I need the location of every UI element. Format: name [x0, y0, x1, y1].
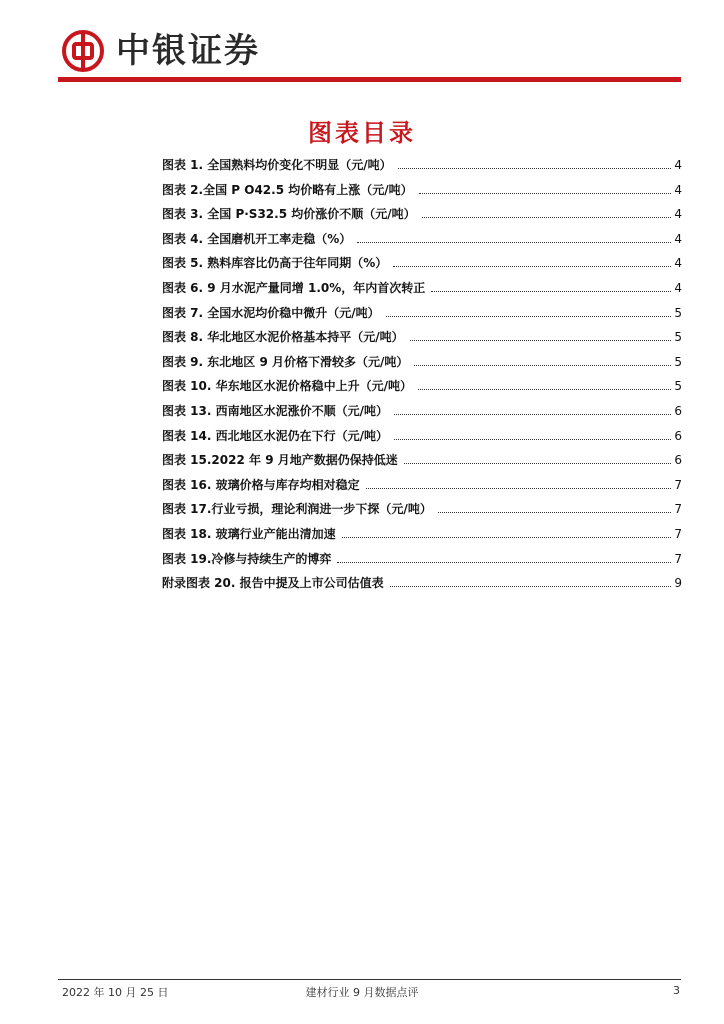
toc-leader-dots — [386, 316, 672, 317]
toc-leader-dots — [394, 439, 671, 440]
toc-entry[interactable] — [162, 525, 682, 550]
toc-entry-label[interactable]: 图表 5. 熟料库容比仍高于往年同期（%） — [162, 256, 388, 271]
toc-entry-label[interactable]: 图表 19.冷修与持续生产的博弈 — [162, 551, 332, 566]
toc-leader-dots — [357, 242, 671, 243]
toc-entry[interactable] — [162, 304, 682, 329]
toc-entry-label[interactable]: 附录图表 20. 报告中提及上市公司估值表 — [162, 576, 384, 591]
toc-leader-dots — [390, 586, 672, 587]
toc-entry-page[interactable]: 7 — [674, 526, 682, 541]
toc-leader-dots — [398, 168, 672, 169]
toc-entry[interactable] — [162, 156, 682, 181]
toc-entry-label[interactable]: 图表 10. 华东地区水泥价格稳中上升（元/吨） — [162, 379, 412, 394]
toc-entry[interactable] — [162, 550, 682, 575]
toc-leader-dots — [438, 512, 672, 513]
toc-entry[interactable] — [162, 205, 682, 230]
toc-entry-label[interactable]: 图表 14. 西北地区水泥仍在下行（元/吨） — [162, 428, 388, 443]
toc-entry-page[interactable]: 4 — [674, 158, 682, 172]
toc-leader-dots — [418, 389, 671, 390]
toc-title: 图表目录 — [308, 118, 416, 147]
toc-entry[interactable] — [162, 230, 682, 255]
toc-entry[interactable] — [162, 181, 682, 206]
toc-entry-page[interactable]: 6 — [674, 428, 682, 443]
toc-entry[interactable] — [162, 254, 682, 279]
toc-entry[interactable] — [162, 402, 682, 427]
toc-entry[interactable] — [162, 353, 682, 378]
toc-leader-dots — [414, 365, 671, 366]
toc-entry-label[interactable]: 图表 9. 东北地区 9 月价格下滑较多（元/吨） — [162, 354, 409, 369]
toc-entry-page[interactable]: 5 — [674, 354, 682, 369]
toc-entry-label[interactable]: 图表 15.2022 年 9 月地产数据仍保持低迷 — [162, 453, 398, 468]
report-header — [62, 28, 260, 74]
toc-leader-dots — [419, 193, 672, 194]
toc-entry[interactable] — [162, 574, 682, 599]
toc-leader-dots — [404, 463, 672, 464]
toc-entry-page[interactable]: 4 — [674, 231, 682, 246]
toc-entry-page[interactable]: 4 — [674, 256, 682, 271]
toc-entry-page[interactable]: 4 — [674, 207, 682, 222]
toc-entry-label[interactable]: 图表 3. 全国 P·S32.5 均价涨价不顺（元/吨） — [162, 207, 416, 222]
toc-entry[interactable] — [162, 476, 682, 501]
toc-entry[interactable] — [162, 451, 682, 476]
toc-entry-page[interactable]: 4 — [674, 182, 682, 197]
toc-entry-page[interactable]: 9 — [674, 576, 682, 591]
toc-entry-label[interactable]: 图表 1. 全国熟料均价变化不明显（元/吨） — [162, 158, 392, 172]
toc-entry-page[interactable]: 4 — [674, 280, 682, 295]
toc-entry-label[interactable]: 图表 8. 华北地区水泥价格基本持平（元/吨） — [162, 330, 404, 345]
toc-leader-dots — [342, 537, 672, 538]
toc-entry-page[interactable]: 7 — [674, 502, 682, 517]
toc-entry-page[interactable]: 5 — [674, 379, 682, 394]
toc-entry-label[interactable]: 图表 16. 玻璃价格与库存均相对稳定 — [162, 477, 360, 492]
toc-entry-label[interactable]: 图表 6. 9 月水泥产量同增 1.0%，年内首次转正 — [162, 280, 426, 295]
footer-title: 建材行业 9 月数据点评 — [305, 986, 419, 999]
toc-leader-dots — [410, 340, 672, 341]
toc-entry[interactable] — [162, 377, 682, 402]
toc-leader-dots — [431, 291, 671, 292]
toc-entry[interactable] — [162, 279, 682, 304]
toc-leader-dots — [366, 488, 672, 489]
toc-entry[interactable] — [162, 427, 682, 452]
bank-of-china-logo-icon — [62, 30, 104, 72]
toc-entry-label[interactable]: 图表 17.行业亏损，理论利润进一步下探（元/吨） — [162, 502, 432, 517]
toc-entry-label[interactable]: 图表 2.全国 P O42.5 均价略有上涨（元/吨） — [162, 182, 413, 197]
footer-date: 2022 年 10 月 25 日 — [62, 986, 169, 999]
toc-entry-page[interactable]: 5 — [674, 330, 682, 345]
toc-leader-dots — [337, 562, 671, 563]
toc-entry-label[interactable]: 图表 18. 玻璃行业产能出清加速 — [162, 526, 336, 541]
toc-entry-label[interactable]: 图表 7. 全国水泥均价稳中微升（元/吨） — [162, 305, 380, 320]
toc-entry-page[interactable]: 5 — [674, 305, 682, 320]
toc-entry-label[interactable]: 图表 13. 西南地区水泥涨价不顺（元/吨） — [162, 403, 388, 418]
toc-entry-page[interactable]: 6 — [674, 403, 682, 418]
toc-leader-dots — [422, 217, 672, 218]
toc-entry-label[interactable]: 图表 4. 全国磨机开工率走稳（%） — [162, 231, 352, 246]
footer-page-number: 3 — [673, 984, 680, 997]
toc-leader-dots — [393, 266, 671, 267]
toc-entry-page[interactable]: 6 — [674, 453, 682, 468]
toc-entry[interactable] — [162, 328, 682, 353]
toc-leader-dots — [394, 414, 671, 415]
brand-name: 中银证券 — [116, 31, 260, 71]
toc-entry[interactable] — [162, 500, 682, 525]
header-rule — [58, 77, 681, 82]
footer-rule — [58, 979, 681, 980]
toc-entry-page[interactable]: 7 — [674, 551, 682, 566]
toc-entry-page[interactable]: 7 — [674, 477, 682, 492]
toc-list — [162, 156, 682, 599]
